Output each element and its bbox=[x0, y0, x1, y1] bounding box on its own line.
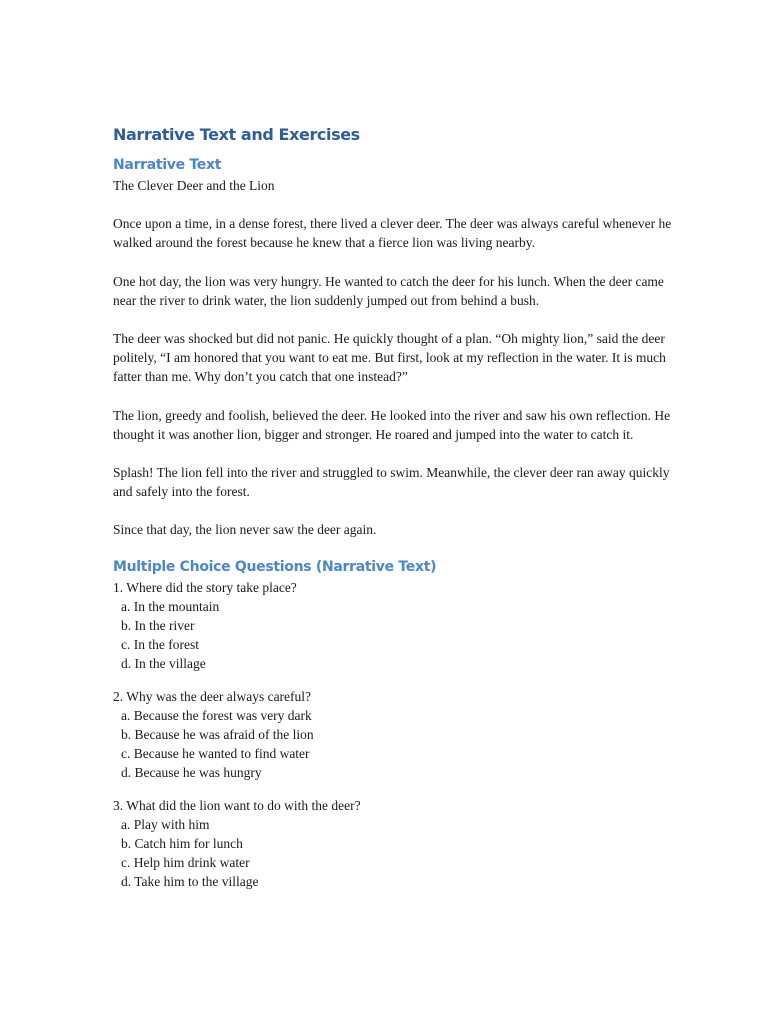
question-block bbox=[113, 796, 673, 892]
answer-option: b. In the river bbox=[121, 618, 195, 634]
question-block bbox=[113, 687, 673, 783]
answer-option: a. Because the forest was very dark bbox=[121, 707, 312, 723]
answer-option: a. In the mountain bbox=[121, 598, 220, 614]
answer-option: c. In the forest bbox=[121, 637, 199, 653]
answer-option: d. Take him to the village bbox=[121, 874, 259, 890]
document-title: Narrative Text and Exercises bbox=[113, 125, 360, 144]
answer-option: b. Catch him for lunch bbox=[121, 836, 243, 852]
answer-option: b. Because he was afraid of the lion bbox=[121, 727, 314, 743]
story-paragraph: The deer was shocked but did not panic. He quickly thought of a plan. “Oh mighty lion,” said the deer politely, “I am honored that you want to eat me. But first, look at my reflection in the water. It is much fatter than me. Why don’t you catch that one instead?” bbox=[113, 331, 666, 385]
story-paragraph: Splash! The lion fell into the river and struggled to swim. Meanwhile, the clever deer ran away quickly and safely into the forest. bbox=[113, 465, 670, 500]
mcq-heading: Multiple Choice Questions (Narrative Text) bbox=[113, 558, 437, 575]
answer-option: d. Because he was hungry bbox=[121, 765, 262, 781]
story-paragraph: One hot day, the lion was very hungry. He wanted to catch the deer for his lunch. When the deer came near the river to drink water, the lion suddenly jumped out from behind a bush. bbox=[113, 273, 664, 308]
answer-option: a. Play with him bbox=[121, 816, 210, 832]
story-paragraph: Once upon a time, in a dense forest, there lived a clever deer. The deer was always careful whenever he walked around the forest because he knew that a fierce lion was living nearby. bbox=[113, 216, 672, 251]
question-text: 1. Where did the story take place? bbox=[113, 579, 297, 595]
question-text: 2. Why was the deer always careful? bbox=[113, 688, 312, 704]
document-page bbox=[113, 118, 673, 905]
story-paragraph: Since that day, the lion never saw the deer again. bbox=[113, 522, 377, 538]
answer-option: c. Because he wanted to find water bbox=[121, 746, 310, 762]
answer-option: d. In the village bbox=[121, 656, 206, 672]
story-title: The Clever Deer and the Lion bbox=[113, 178, 275, 193]
question-block bbox=[113, 578, 673, 674]
story-paragraph: The lion, greedy and foolish, believed the deer. He looked into the river and saw his own reflection. He thought it was another lion, bigger and stronger. He roared and jumped into the water to catch it. bbox=[113, 407, 671, 442]
question-text: 3. What did the lion want to do with the deer? bbox=[113, 797, 361, 813]
narrative-heading: Narrative Text bbox=[113, 157, 222, 173]
answer-option: c. Help him drink water bbox=[121, 855, 250, 871]
